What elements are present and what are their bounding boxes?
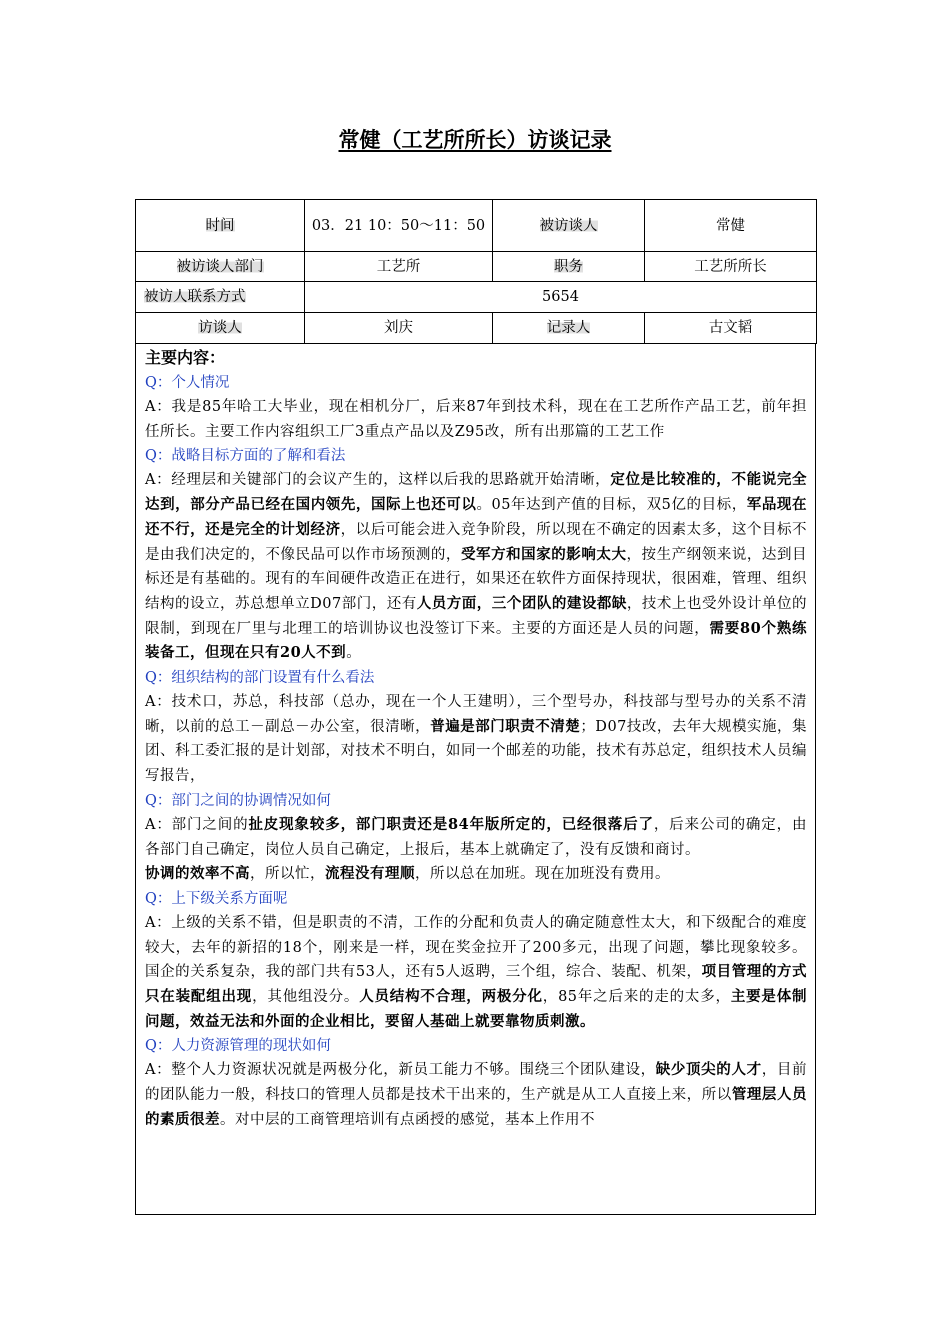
question-2: Q：战略目标方面的了解和看法 bbox=[145, 448, 346, 465]
answer-text: 。 bbox=[346, 645, 362, 662]
position-value: 工艺所所长 bbox=[645, 252, 817, 282]
dept-value: 工艺所 bbox=[305, 252, 493, 282]
qa-sections bbox=[145, 371, 807, 1133]
interviewee-label-cell bbox=[493, 200, 645, 252]
answer-paragraph bbox=[145, 1058, 807, 1132]
answer-text: ，按生产纲领来说，达到目标还是有基础的。现有的车间硬件改造正在进行，如果还在软件方面保持现状，很困难，管理、组织结构的设立，苏总想单立D07部门，还有 bbox=[145, 546, 808, 612]
emphasis-text: 人员方面，三个团队的建设都缺 bbox=[416, 594, 627, 612]
time-label: 时间 bbox=[205, 217, 235, 234]
answer-paragraph bbox=[145, 862, 807, 887]
emphasis-text: 管理层人员的素质很差 bbox=[145, 1086, 807, 1128]
interviewer-label-cell bbox=[136, 313, 305, 344]
content-heading: 主要内容： bbox=[145, 348, 226, 367]
emphasis-text: 扯皮现象较多，部门职责还是84年版所定的，已经很落后了 bbox=[248, 815, 654, 833]
emphasis-text: 协调的效率不高 bbox=[145, 865, 250, 883]
question-5: Q：上下级关系方面呢 bbox=[145, 890, 288, 907]
emphasis-text: 流程没有理顺 bbox=[325, 865, 415, 883]
recorder-label-cell bbox=[493, 313, 645, 344]
dept-label: 被访谈人部门 bbox=[176, 258, 264, 275]
emphasis-text: 人员结构不合理，两极分化 bbox=[359, 988, 543, 1006]
answer-text: ，其他组没分。 bbox=[252, 989, 360, 1006]
contact-value: 5654 bbox=[305, 282, 817, 313]
answer-text: ，以后可能会进入竞争阶段，所以现在不确定的因素太多，这个目标不是由我们决定的，不像民品可以作市场预测的， bbox=[145, 521, 808, 563]
answer-text: A：我是85年哈工大毕业，现在相机分厂，后来87年到技术科，现在在工艺所作产品工艺，前年担任所长。主要工作内容组织工厂3重点产品以及Z95改，所有出那篇的工艺工作 bbox=[145, 399, 807, 440]
time-label-cell bbox=[136, 200, 305, 252]
main-content bbox=[135, 343, 816, 1215]
answer-text: A：部门之间的 bbox=[145, 816, 249, 833]
emphasis-text: 普遍是部门职责不清楚 bbox=[430, 717, 581, 735]
emphasis-text: 受军方和国家的影响太大 bbox=[460, 545, 627, 563]
answer-paragraph bbox=[145, 468, 807, 666]
answer-paragraph bbox=[145, 395, 807, 444]
answer-text: ，目前的团队能力一般，科技口的管理人员都是技术干出来的，生产就是从工人直接上来，所以 bbox=[145, 1062, 808, 1104]
emphasis-text: 需要80个熟练装备工，但现在只有20人不到 bbox=[145, 619, 807, 662]
interviewee-value: 常健 bbox=[645, 200, 817, 252]
answer-paragraph bbox=[145, 911, 807, 1035]
answer-text: A：经理层和关键部门的会议产生的，这样以后我的思路就开始清晰， bbox=[145, 472, 611, 489]
answer-text: ；D07技改，去年大规模实施，集团、科工委汇报的是计划部，对技术不明白，如同一个邮差的功能，技术有苏总定，组织技术人员编写报告， bbox=[145, 718, 808, 785]
answer-text: ，所以总在加班。现在加班没有费用。 bbox=[415, 866, 670, 883]
answer-text: ，所以忙， bbox=[250, 866, 325, 883]
position-label: 职务 bbox=[554, 258, 583, 275]
interviewer-value: 刘庆 bbox=[305, 313, 493, 344]
answer-text: ，后来公司的确定，由各部门自己确定，岗位人员自己确定，上报后，基本上就确定了，没有反馈和商讨。 bbox=[145, 816, 807, 858]
contact-label-cell bbox=[136, 282, 305, 313]
emphasis-text: 项目管理的方式只在装配组出现 bbox=[145, 963, 807, 1006]
interviewer-label: 访谈人 bbox=[198, 320, 242, 336]
question-6: Q：人力资源管理的现状如何 bbox=[145, 1038, 331, 1055]
emphasis-text: 军品现在还不行，还是完全的计划经济 bbox=[145, 496, 807, 538]
answer-text: ，85年之后来的走的太多， bbox=[542, 989, 731, 1006]
question-3: Q：组织结构的部门设置有什么看法 bbox=[145, 670, 375, 687]
question-4: Q：部门之间的协调情况如何 bbox=[145, 792, 331, 809]
answer-paragraph bbox=[145, 813, 807, 862]
emphasis-text: 定位是比较准的，不能说完全达到，部分产品已经在国内领先，国际上也还可以 bbox=[145, 471, 808, 514]
contact-label: 被访人联系方式 bbox=[144, 289, 246, 305]
answer-text: A：整个人力资源状况就是两极分化，新员工能力不够。围绕三个团队建设， bbox=[145, 1062, 656, 1079]
time-value: 03．21 10：50～11：50 bbox=[305, 200, 493, 252]
answer-text: 。05年达到产值的目标，双5亿的目标， bbox=[476, 497, 747, 514]
info-table bbox=[135, 199, 817, 344]
answer-text: ，技术上也受外设计单位的限制，到现在厂里与北理工的培训协议也没签订下来。主要的方面还是人员的问题， bbox=[145, 595, 808, 637]
emphasis-text: 缺少顶尖的人才 bbox=[655, 1061, 762, 1079]
answer-text: A：技术口，苏总，科技部（总办，现在一个人王建明），三个型号办，科技部与型号办的关系不清晰，以前的总工－副总－办公室，很清晰， bbox=[145, 694, 807, 735]
answer-paragraph bbox=[145, 690, 807, 789]
answer-text: 。对中层的工商管理培训有点函授的感觉，基本上作用不 bbox=[220, 1111, 595, 1128]
interviewee-label: 被访谈人 bbox=[539, 217, 598, 234]
dept-label-cell bbox=[136, 252, 305, 282]
recorder-value: 古文韬 bbox=[645, 313, 817, 344]
answer-text: A：上级的关系不错，但是职责的不清，工作的分配和负责人的确定随意性太大，和下级配合的难度较大，去年的新招的18个，刚来是一样，现在奖金拉开了200多元，出现了问题，攀比现象较多。国企的关系复杂，我的部门共有53人，还有5人返聘，三个组，综合、装配、机架， bbox=[145, 914, 807, 981]
question-1: Q：个人情况 bbox=[145, 375, 230, 391]
recorder-label: 记录人 bbox=[546, 320, 591, 336]
page-title: 常健（工艺所所长）访谈记录 bbox=[338, 127, 612, 152]
position-label-cell bbox=[493, 252, 645, 282]
emphasis-text: 主要是体制问题，效益无法和外面的企业相比，要留人基础上就要靠物质刺激。 bbox=[145, 988, 808, 1030]
